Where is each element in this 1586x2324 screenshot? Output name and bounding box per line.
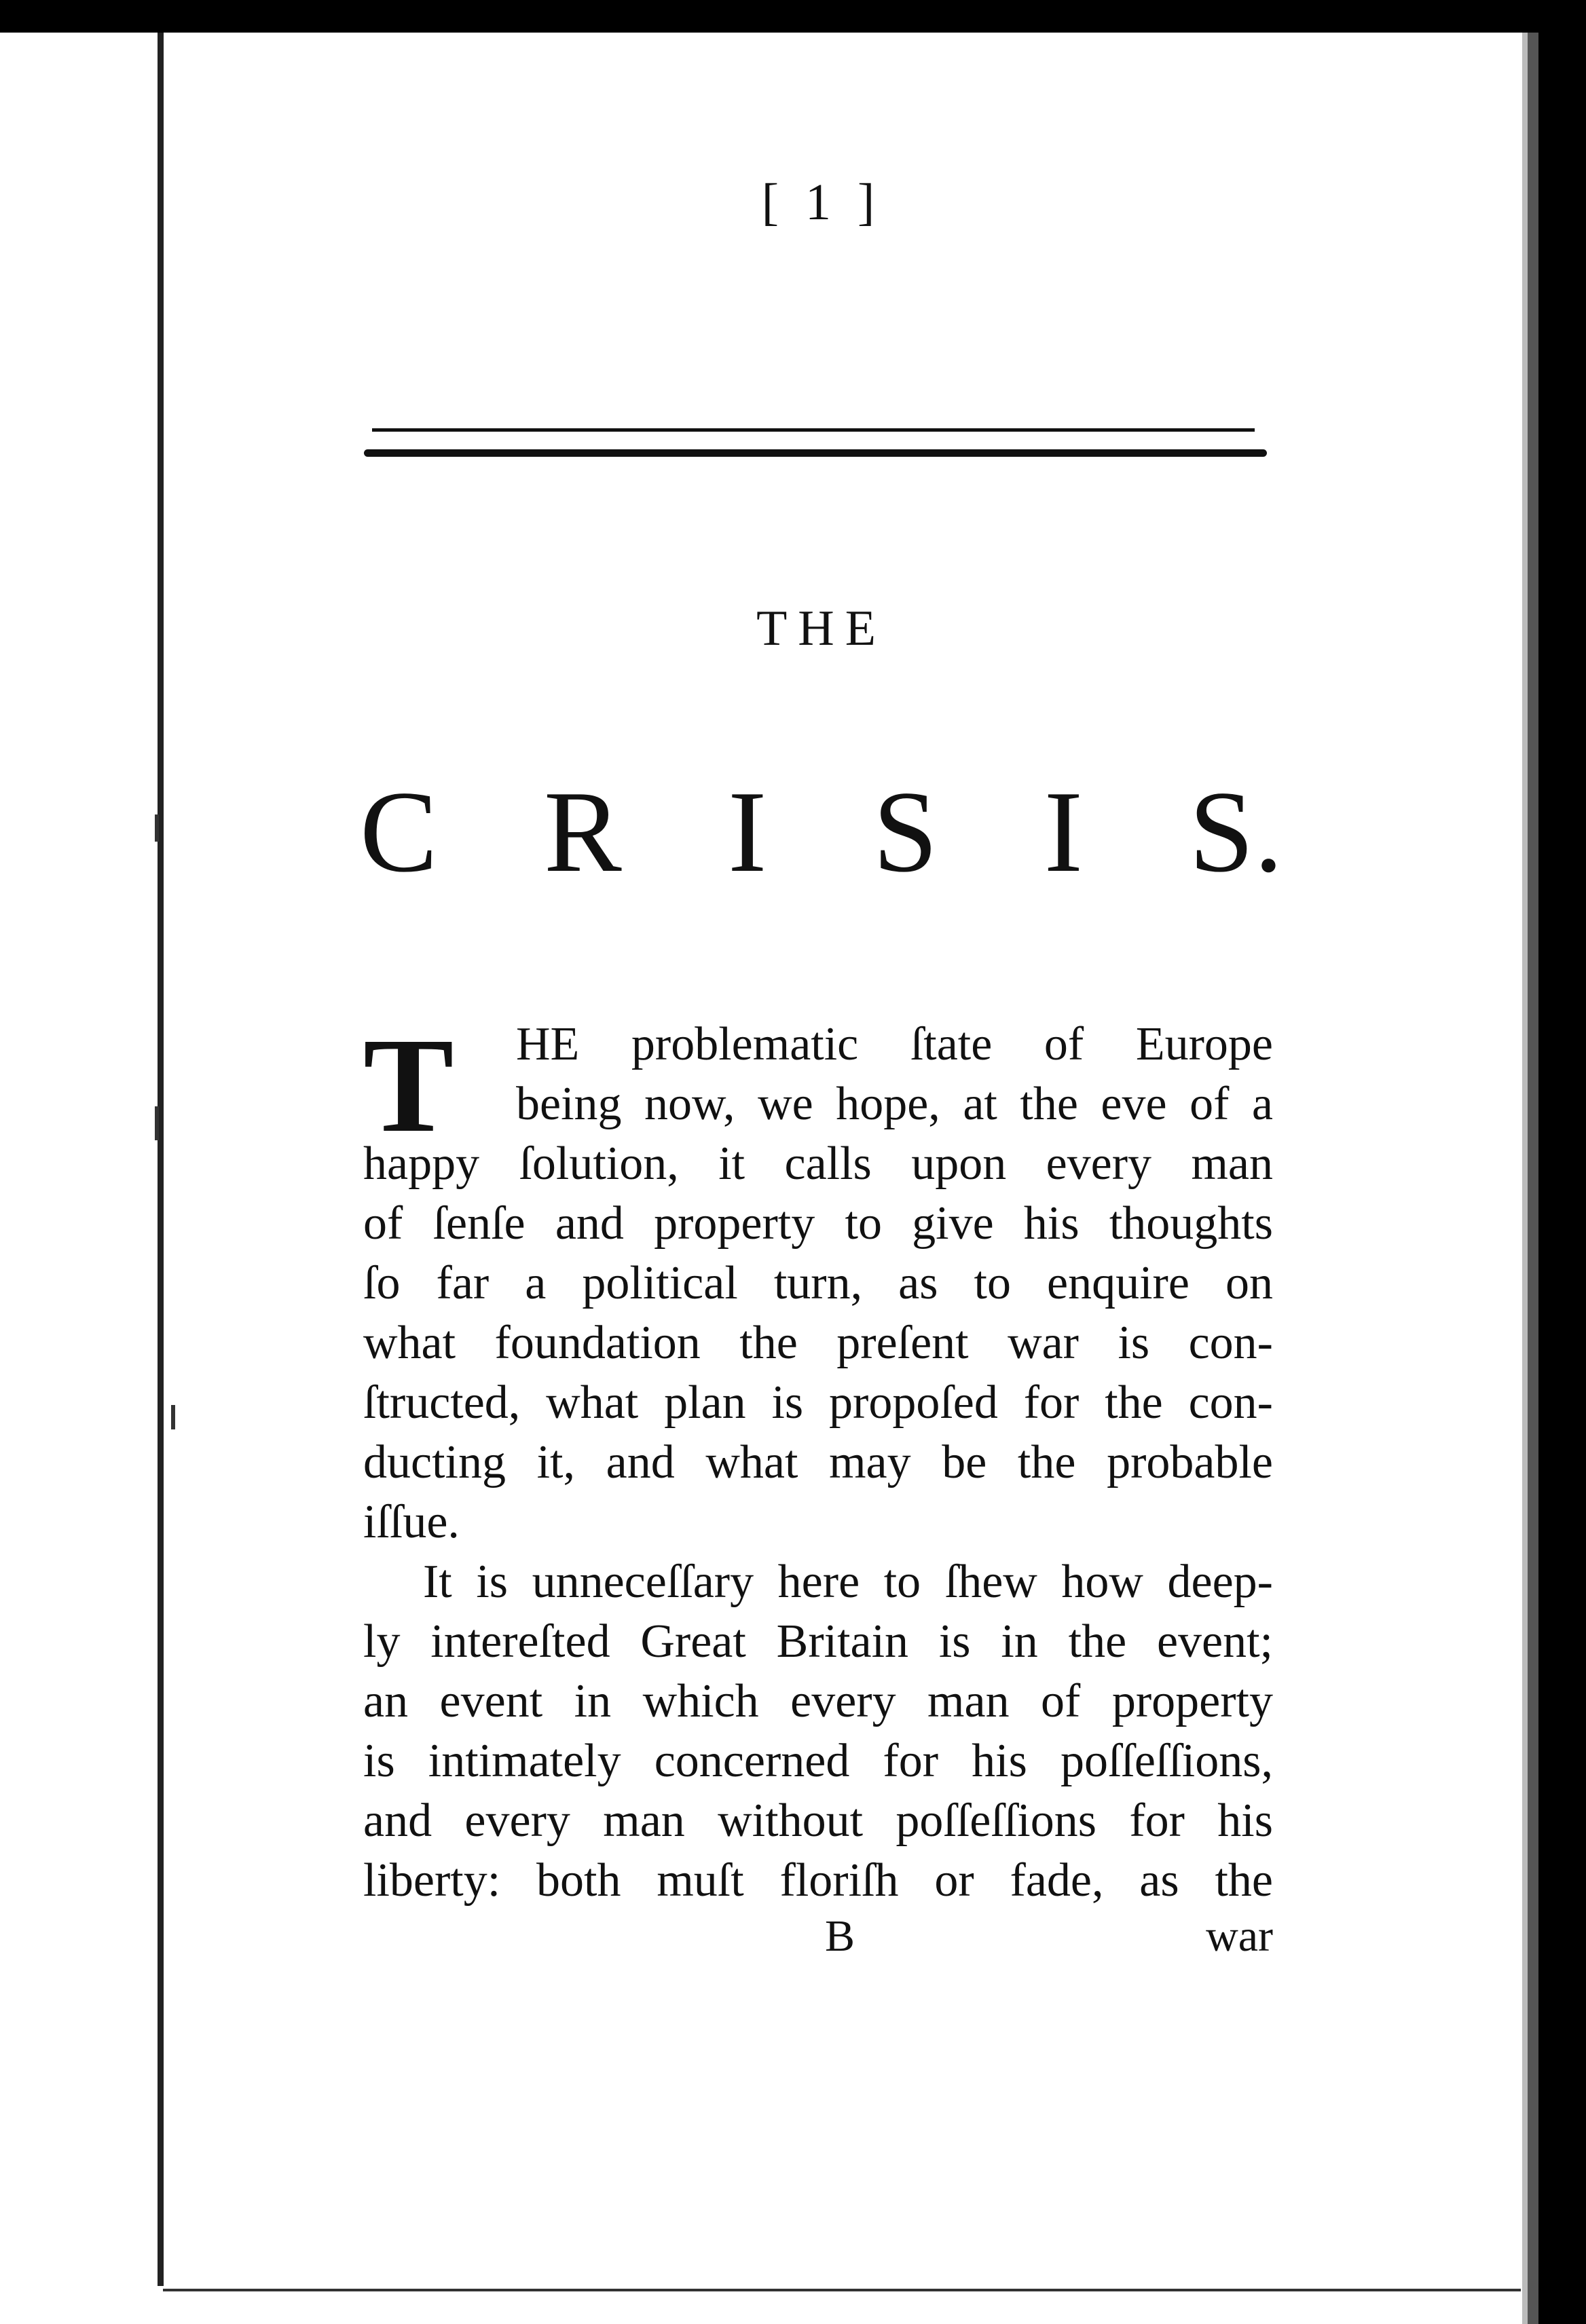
header-rule-thin xyxy=(372,428,1255,432)
body-text xyxy=(363,1011,1273,1911)
text-line: and every man without poſſeſſions for his xyxy=(363,1795,1273,1847)
scan-border-top xyxy=(0,0,1586,33)
margin-mark xyxy=(155,814,159,842)
page-edge-highlight xyxy=(1522,33,1528,2324)
text-line: of ſenſe and property to give his thoughts xyxy=(363,1197,1273,1250)
title-letter: I xyxy=(1044,768,1083,897)
text-line: ly intereſted Great Britain is in the event; xyxy=(363,1615,1273,1668)
text-line: liberty: both muſt floriſh or fade, as the xyxy=(363,1854,1273,1907)
header-rule-thick xyxy=(364,449,1267,457)
title-letter: R xyxy=(544,768,622,897)
drop-cap: T xyxy=(363,1011,454,1161)
text-line: HE problematic ſtate of Europe xyxy=(516,1018,1273,1070)
text-line: what foundation the preſent war is con- xyxy=(363,1317,1273,1369)
text-line: ſo far a political turn, as to enquire on xyxy=(363,1257,1273,1309)
catchword: war xyxy=(1206,1911,1273,1961)
page-footer xyxy=(363,1911,1273,1972)
text-line: ſtructed, what plan is propoſed for the con- xyxy=(363,1376,1273,1429)
text-line: being now, we hope, at the eve of a xyxy=(516,1078,1273,1130)
text-line: It is unneceſſary here to ſhew how deep- xyxy=(423,1556,1273,1608)
scan-border-right xyxy=(1538,0,1586,2324)
margin-mark xyxy=(155,1106,159,1140)
page-number: [ 1 ] xyxy=(761,174,882,231)
title-letter: S xyxy=(872,768,938,897)
text-line: an event in which every man of property xyxy=(363,1675,1273,1727)
title-letter: S. xyxy=(1189,768,1283,897)
title-the: THE xyxy=(756,601,887,656)
text-line: ducting it, and what may be the probable xyxy=(363,1436,1273,1488)
text-line: is intimately concerned for his poſſeſſions, xyxy=(363,1735,1273,1787)
title-letter: C xyxy=(360,768,438,897)
title-letter: I xyxy=(728,768,767,897)
margin-mark xyxy=(171,1405,175,1429)
gutter-line xyxy=(158,33,164,2286)
title-crisis xyxy=(360,768,1283,897)
text-line: iſſue. xyxy=(363,1496,460,1548)
signature-mark: B xyxy=(825,1911,855,1961)
text-line: happy ſolution, it calls upon every man xyxy=(363,1138,1273,1190)
page-bottom-edge xyxy=(163,2289,1521,2291)
page-edge-shadow xyxy=(1528,33,1538,2324)
